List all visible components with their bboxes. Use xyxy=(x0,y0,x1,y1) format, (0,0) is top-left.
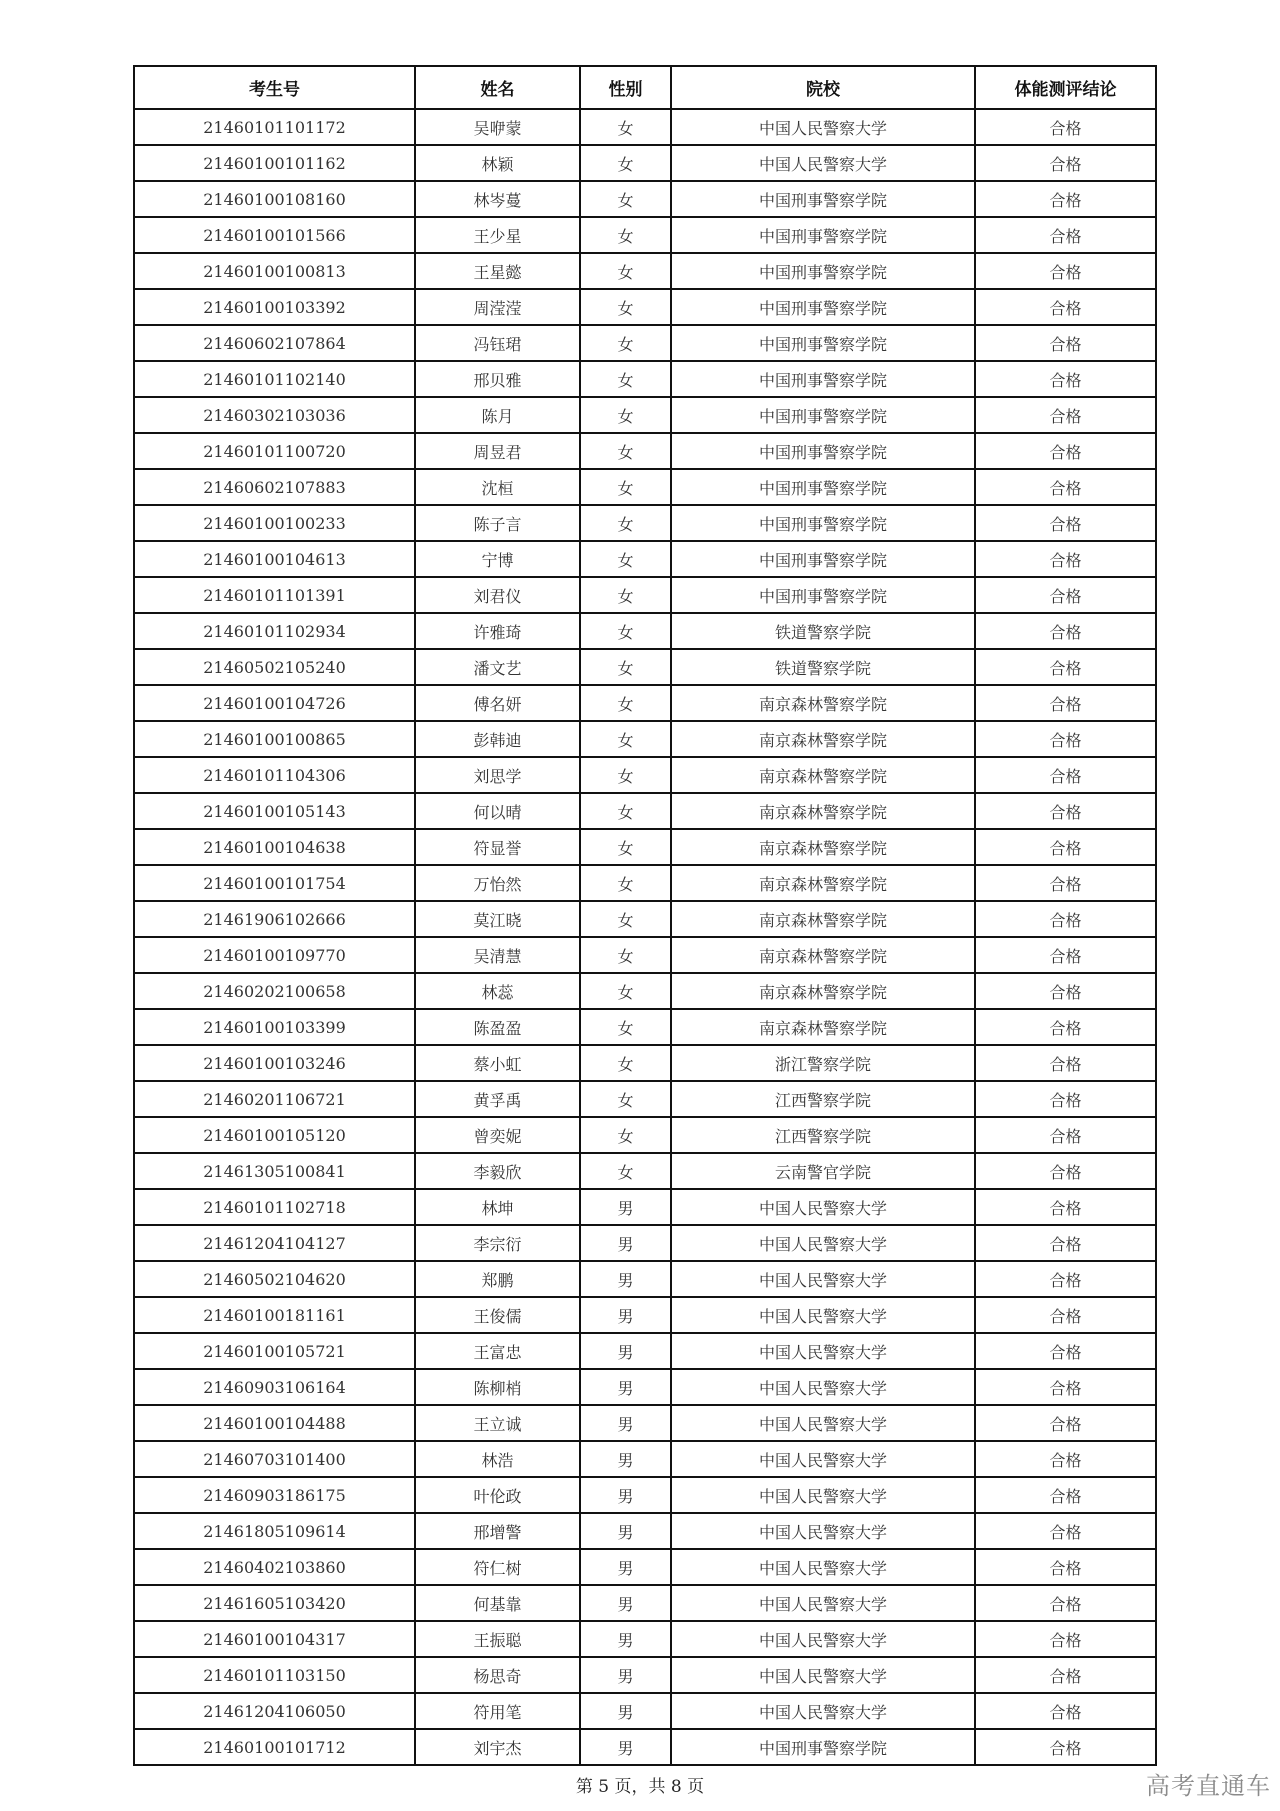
cell-exam-number: 21460100100813 xyxy=(134,253,415,289)
fitness-results-table xyxy=(133,65,1157,1766)
cell-name: 刘宇杰 xyxy=(415,1729,580,1765)
cell-school: 南京森林警察学院 xyxy=(671,865,975,901)
cell-name: 黄孚禹 xyxy=(415,1081,580,1117)
cell-fitness-result: 合格 xyxy=(975,541,1156,577)
cell-school: 中国刑事警察学院 xyxy=(671,289,975,325)
cell-gender: 男 xyxy=(580,1441,671,1477)
cell-name: 陈子言 xyxy=(415,505,580,541)
watermark: 高考直通车 xyxy=(1146,1772,1271,1800)
table-row xyxy=(134,505,1156,541)
cell-exam-number: 21460602107883 xyxy=(134,469,415,505)
header-gender: 性别 xyxy=(580,66,671,109)
cell-name: 莫江晓 xyxy=(415,901,580,937)
cell-school: 中国刑事警察学院 xyxy=(671,433,975,469)
cell-exam-number: 21460100101754 xyxy=(134,865,415,901)
cell-school: 南京森林警察学院 xyxy=(671,685,975,721)
cell-gender: 女 xyxy=(580,109,671,145)
cell-gender: 女 xyxy=(580,361,671,397)
cell-name: 蔡小虹 xyxy=(415,1045,580,1081)
cell-exam-number: 21460100105120 xyxy=(134,1117,415,1153)
table-row xyxy=(134,721,1156,757)
cell-school: 中国刑事警察学院 xyxy=(671,181,975,217)
cell-fitness-result: 合格 xyxy=(975,685,1156,721)
cell-gender: 女 xyxy=(580,1153,671,1189)
cell-name: 郑鹏 xyxy=(415,1261,580,1297)
cell-exam-number: 21460101101391 xyxy=(134,577,415,613)
cell-school: 江西警察学院 xyxy=(671,1081,975,1117)
table-row xyxy=(134,1009,1156,1045)
cell-name: 彭韩迪 xyxy=(415,721,580,757)
cell-school: 中国人民警察大学 xyxy=(671,1621,975,1657)
cell-exam-number: 21460100103399 xyxy=(134,1009,415,1045)
cell-exam-number: 21460101102718 xyxy=(134,1189,415,1225)
cell-school: 中国刑事警察学院 xyxy=(671,577,975,613)
cell-exam-number: 21461805109614 xyxy=(134,1513,415,1549)
cell-name: 陈盈盈 xyxy=(415,1009,580,1045)
cell-fitness-result: 合格 xyxy=(975,1621,1156,1657)
cell-gender: 女 xyxy=(580,289,671,325)
cell-fitness-result: 合格 xyxy=(975,1729,1156,1765)
cell-school: 中国人民警察大学 xyxy=(671,1369,975,1405)
cell-name: 林浩 xyxy=(415,1441,580,1477)
cell-name: 陈月 xyxy=(415,397,580,433)
header-name: 姓名 xyxy=(415,66,580,109)
table-row xyxy=(134,397,1156,433)
cell-exam-number: 21460100101162 xyxy=(134,145,415,181)
cell-fitness-result: 合格 xyxy=(975,253,1156,289)
cell-exam-number: 21461204106050 xyxy=(134,1693,415,1729)
cell-exam-number: 21460502105240 xyxy=(134,649,415,685)
cell-gender: 女 xyxy=(580,649,671,685)
cell-name: 傅名妍 xyxy=(415,685,580,721)
cell-fitness-result: 合格 xyxy=(975,1081,1156,1117)
cell-school: 中国人民警察大学 xyxy=(671,1657,975,1693)
table-row xyxy=(134,685,1156,721)
cell-fitness-result: 合格 xyxy=(975,1369,1156,1405)
cell-exam-number: 21460100100865 xyxy=(134,721,415,757)
cell-school: 中国刑事警察学院 xyxy=(671,361,975,397)
table-row xyxy=(134,217,1156,253)
cell-gender: 男 xyxy=(580,1297,671,1333)
cell-name: 林坤 xyxy=(415,1189,580,1225)
cell-gender: 女 xyxy=(580,469,671,505)
cell-gender: 女 xyxy=(580,685,671,721)
table-row xyxy=(134,1333,1156,1369)
table-row xyxy=(134,1405,1156,1441)
cell-school: 江西警察学院 xyxy=(671,1117,975,1153)
cell-school: 云南警官学院 xyxy=(671,1153,975,1189)
cell-fitness-result: 合格 xyxy=(975,1657,1156,1693)
cell-exam-number: 21461906102666 xyxy=(134,901,415,937)
cell-exam-number: 21461305100841 xyxy=(134,1153,415,1189)
cell-fitness-result: 合格 xyxy=(975,649,1156,685)
cell-school: 中国刑事警察学院 xyxy=(671,217,975,253)
cell-gender: 女 xyxy=(580,541,671,577)
cell-name: 邢增警 xyxy=(415,1513,580,1549)
cell-name: 何基靠 xyxy=(415,1585,580,1621)
cell-gender: 女 xyxy=(580,613,671,649)
cell-exam-number: 21460402103860 xyxy=(134,1549,415,1585)
cell-gender: 女 xyxy=(580,397,671,433)
cell-fitness-result: 合格 xyxy=(975,1441,1156,1477)
table-row xyxy=(134,757,1156,793)
cell-name: 杨思奇 xyxy=(415,1657,580,1693)
cell-fitness-result: 合格 xyxy=(975,1693,1156,1729)
table-row xyxy=(134,1369,1156,1405)
cell-school: 南京森林警察学院 xyxy=(671,793,975,829)
cell-school: 中国人民警察大学 xyxy=(671,1225,975,1261)
cell-gender: 男 xyxy=(580,1657,671,1693)
cell-name: 周滢滢 xyxy=(415,289,580,325)
table-row xyxy=(134,145,1156,181)
cell-fitness-result: 合格 xyxy=(975,433,1156,469)
cell-fitness-result: 合格 xyxy=(975,829,1156,865)
cell-fitness-result: 合格 xyxy=(975,793,1156,829)
table-row xyxy=(134,181,1156,217)
cell-name: 王振聪 xyxy=(415,1621,580,1657)
cell-fitness-result: 合格 xyxy=(975,145,1156,181)
cell-school: 中国人民警察大学 xyxy=(671,109,975,145)
cell-exam-number: 21460100100233 xyxy=(134,505,415,541)
cell-fitness-result: 合格 xyxy=(975,1477,1156,1513)
cell-gender: 女 xyxy=(580,793,671,829)
header-fitness-result: 体能测评结论 xyxy=(975,66,1156,109)
cell-gender: 女 xyxy=(580,901,671,937)
cell-exam-number: 21460101100720 xyxy=(134,433,415,469)
cell-exam-number: 21460602107864 xyxy=(134,325,415,361)
table-row xyxy=(134,109,1156,145)
cell-name: 万怡然 xyxy=(415,865,580,901)
table-row xyxy=(134,289,1156,325)
cell-name: 林颖 xyxy=(415,145,580,181)
cell-exam-number: 21460101102934 xyxy=(134,613,415,649)
cell-name: 冯钰珺 xyxy=(415,325,580,361)
cell-gender: 男 xyxy=(580,1189,671,1225)
cell-fitness-result: 合格 xyxy=(975,577,1156,613)
cell-school: 南京森林警察学院 xyxy=(671,757,975,793)
table-row xyxy=(134,1189,1156,1225)
cell-exam-number: 21460100103246 xyxy=(134,1045,415,1081)
cell-name: 王少星 xyxy=(415,217,580,253)
cell-fitness-result: 合格 xyxy=(975,181,1156,217)
cell-school: 南京森林警察学院 xyxy=(671,973,975,1009)
cell-school: 中国人民警察大学 xyxy=(671,1261,975,1297)
cell-gender: 女 xyxy=(580,433,671,469)
cell-fitness-result: 合格 xyxy=(975,721,1156,757)
table-row xyxy=(134,1657,1156,1693)
cell-fitness-result: 合格 xyxy=(975,109,1156,145)
table-row xyxy=(134,1441,1156,1477)
cell-gender: 女 xyxy=(580,505,671,541)
table-row xyxy=(134,325,1156,361)
cell-school: 中国人民警察大学 xyxy=(671,1189,975,1225)
cell-name: 刘君仪 xyxy=(415,577,580,613)
cell-name: 王立诚 xyxy=(415,1405,580,1441)
cell-gender: 女 xyxy=(580,1009,671,1045)
cell-name: 刘思学 xyxy=(415,757,580,793)
cell-name: 林蕊 xyxy=(415,973,580,1009)
cell-name: 叶伦政 xyxy=(415,1477,580,1513)
cell-gender: 女 xyxy=(580,181,671,217)
table-row xyxy=(134,1081,1156,1117)
table-row xyxy=(134,613,1156,649)
cell-fitness-result: 合格 xyxy=(975,1513,1156,1549)
cell-gender: 男 xyxy=(580,1333,671,1369)
cell-exam-number: 21461204104127 xyxy=(134,1225,415,1261)
cell-fitness-result: 合格 xyxy=(975,613,1156,649)
cell-exam-number: 21460703101400 xyxy=(134,1441,415,1477)
cell-school: 铁道警察学院 xyxy=(671,613,975,649)
cell-exam-number: 21460100104638 xyxy=(134,829,415,865)
cell-school: 中国人民警察大学 xyxy=(671,1405,975,1441)
table-row xyxy=(134,937,1156,973)
table-body xyxy=(134,109,1156,1765)
cell-exam-number: 21460100109770 xyxy=(134,937,415,973)
cell-exam-number: 21461605103420 xyxy=(134,1585,415,1621)
cell-school: 南京森林警察学院 xyxy=(671,1009,975,1045)
cell-gender: 女 xyxy=(580,721,671,757)
cell-gender: 女 xyxy=(580,1081,671,1117)
cell-gender: 男 xyxy=(580,1225,671,1261)
cell-school: 南京森林警察学院 xyxy=(671,937,975,973)
table-row xyxy=(134,1153,1156,1189)
cell-exam-number: 21460100104317 xyxy=(134,1621,415,1657)
cell-fitness-result: 合格 xyxy=(975,937,1156,973)
cell-gender: 女 xyxy=(580,145,671,181)
table-row xyxy=(134,1477,1156,1513)
page-number: 第 5 页，共 8 页 xyxy=(575,1777,705,1797)
cell-gender: 女 xyxy=(580,937,671,973)
cell-fitness-result: 合格 xyxy=(975,505,1156,541)
cell-exam-number: 21460302103036 xyxy=(134,397,415,433)
cell-fitness-result: 合格 xyxy=(975,217,1156,253)
cell-name: 符用笔 xyxy=(415,1693,580,1729)
cell-school: 中国人民警察大学 xyxy=(671,1333,975,1369)
table-row xyxy=(134,1261,1156,1297)
table-row xyxy=(134,1513,1156,1549)
cell-gender: 女 xyxy=(580,829,671,865)
cell-fitness-result: 合格 xyxy=(975,1189,1156,1225)
cell-school: 南京森林警察学院 xyxy=(671,721,975,757)
cell-name: 陈柳梢 xyxy=(415,1369,580,1405)
table-row xyxy=(134,1585,1156,1621)
header-exam-number: 考生号 xyxy=(134,66,415,109)
cell-school: 南京森林警察学院 xyxy=(671,829,975,865)
cell-name: 王星懿 xyxy=(415,253,580,289)
cell-name: 潘文艺 xyxy=(415,649,580,685)
table-row xyxy=(134,541,1156,577)
cell-fitness-result: 合格 xyxy=(975,289,1156,325)
cell-exam-number: 21460100101712 xyxy=(134,1729,415,1765)
table-row xyxy=(134,793,1156,829)
cell-exam-number: 21460100105721 xyxy=(134,1333,415,1369)
cell-gender: 女 xyxy=(580,325,671,361)
cell-exam-number: 21460100181161 xyxy=(134,1297,415,1333)
table-row xyxy=(134,577,1156,613)
cell-gender: 女 xyxy=(580,217,671,253)
cell-exam-number: 21460201106721 xyxy=(134,1081,415,1117)
cell-name: 周昱君 xyxy=(415,433,580,469)
cell-school: 中国刑事警察学院 xyxy=(671,505,975,541)
cell-school: 南京森林警察学院 xyxy=(671,901,975,937)
cell-gender: 男 xyxy=(580,1585,671,1621)
cell-school: 中国人民警察大学 xyxy=(671,1477,975,1513)
cell-school: 中国刑事警察学院 xyxy=(671,253,975,289)
cell-school: 中国人民警察大学 xyxy=(671,1297,975,1333)
cell-exam-number: 21460903106164 xyxy=(134,1369,415,1405)
cell-name: 曾奕妮 xyxy=(415,1117,580,1153)
cell-school: 中国人民警察大学 xyxy=(671,145,975,181)
cell-name: 符显誉 xyxy=(415,829,580,865)
cell-fitness-result: 合格 xyxy=(975,901,1156,937)
cell-exam-number: 21460100104488 xyxy=(134,1405,415,1441)
cell-gender: 男 xyxy=(580,1261,671,1297)
cell-name: 何以晴 xyxy=(415,793,580,829)
table-row xyxy=(134,253,1156,289)
cell-gender: 男 xyxy=(580,1405,671,1441)
cell-school: 中国人民警察大学 xyxy=(671,1585,975,1621)
cell-exam-number: 21460100103392 xyxy=(134,289,415,325)
cell-gender: 男 xyxy=(580,1477,671,1513)
cell-fitness-result: 合格 xyxy=(975,973,1156,1009)
table-row xyxy=(134,865,1156,901)
cell-fitness-result: 合格 xyxy=(975,1585,1156,1621)
cell-exam-number: 21460100104613 xyxy=(134,541,415,577)
cell-school: 中国人民警察大学 xyxy=(671,1549,975,1585)
cell-gender: 女 xyxy=(580,1117,671,1153)
cell-name: 王俊儒 xyxy=(415,1297,580,1333)
cell-fitness-result: 合格 xyxy=(975,1333,1156,1369)
cell-exam-number: 21460202100658 xyxy=(134,973,415,1009)
cell-school: 中国人民警察大学 xyxy=(671,1693,975,1729)
table-row xyxy=(134,361,1156,397)
cell-fitness-result: 合格 xyxy=(975,1117,1156,1153)
cell-school: 中国刑事警察学院 xyxy=(671,1729,975,1765)
cell-name: 林岑蔓 xyxy=(415,181,580,217)
cell-exam-number: 21460101102140 xyxy=(134,361,415,397)
table-row xyxy=(134,433,1156,469)
cell-exam-number: 21460101101172 xyxy=(134,109,415,145)
cell-fitness-result: 合格 xyxy=(975,1261,1156,1297)
cell-name: 许雅琦 xyxy=(415,613,580,649)
cell-name: 李毅欣 xyxy=(415,1153,580,1189)
cell-name: 王富忠 xyxy=(415,1333,580,1369)
cell-fitness-result: 合格 xyxy=(975,325,1156,361)
table-row xyxy=(134,1621,1156,1657)
cell-school: 中国刑事警察学院 xyxy=(671,469,975,505)
cell-school: 中国刑事警察学院 xyxy=(671,325,975,361)
cell-fitness-result: 合格 xyxy=(975,1405,1156,1441)
cell-school: 铁道警察学院 xyxy=(671,649,975,685)
cell-fitness-result: 合格 xyxy=(975,865,1156,901)
cell-gender: 男 xyxy=(580,1693,671,1729)
cell-fitness-result: 合格 xyxy=(975,1297,1156,1333)
results-sheet xyxy=(133,65,1155,1766)
cell-name: 符仁树 xyxy=(415,1549,580,1585)
cell-fitness-result: 合格 xyxy=(975,1225,1156,1261)
cell-fitness-result: 合格 xyxy=(975,1153,1156,1189)
cell-gender: 女 xyxy=(580,1045,671,1081)
cell-fitness-result: 合格 xyxy=(975,1045,1156,1081)
table-row xyxy=(134,649,1156,685)
cell-exam-number: 21460101103150 xyxy=(134,1657,415,1693)
cell-fitness-result: 合格 xyxy=(975,757,1156,793)
cell-gender: 女 xyxy=(580,973,671,1009)
cell-school: 中国人民警察大学 xyxy=(671,1513,975,1549)
cell-exam-number: 21460903186175 xyxy=(134,1477,415,1513)
cell-exam-number: 21460101104306 xyxy=(134,757,415,793)
cell-name: 沈桓 xyxy=(415,469,580,505)
table-row xyxy=(134,1693,1156,1729)
cell-school: 浙江警察学院 xyxy=(671,1045,975,1081)
table-row xyxy=(134,829,1156,865)
cell-exam-number: 21460100101566 xyxy=(134,217,415,253)
cell-name: 邢贝雅 xyxy=(415,361,580,397)
cell-fitness-result: 合格 xyxy=(975,361,1156,397)
cell-name: 李宗衍 xyxy=(415,1225,580,1261)
cell-gender: 男 xyxy=(580,1369,671,1405)
cell-gender: 男 xyxy=(580,1621,671,1657)
cell-exam-number: 21460100105143 xyxy=(134,793,415,829)
cell-gender: 男 xyxy=(580,1513,671,1549)
cell-fitness-result: 合格 xyxy=(975,1009,1156,1045)
cell-school: 中国刑事警察学院 xyxy=(671,397,975,433)
cell-fitness-result: 合格 xyxy=(975,1549,1156,1585)
cell-fitness-result: 合格 xyxy=(975,469,1156,505)
cell-exam-number: 21460100108160 xyxy=(134,181,415,217)
table-row xyxy=(134,1549,1156,1585)
table-row xyxy=(134,469,1156,505)
cell-name: 吴清慧 xyxy=(415,937,580,973)
table-row xyxy=(134,901,1156,937)
cell-exam-number: 21460502104620 xyxy=(134,1261,415,1297)
table-row xyxy=(134,1297,1156,1333)
cell-fitness-result: 合格 xyxy=(975,397,1156,433)
cell-gender: 女 xyxy=(580,865,671,901)
cell-name: 宁博 xyxy=(415,541,580,577)
cell-gender: 女 xyxy=(580,577,671,613)
table-header-row xyxy=(134,66,1156,109)
cell-school: 中国刑事警察学院 xyxy=(671,541,975,577)
cell-school: 中国人民警察大学 xyxy=(671,1441,975,1477)
cell-exam-number: 21460100104726 xyxy=(134,685,415,721)
header-school: 院校 xyxy=(671,66,975,109)
cell-gender: 男 xyxy=(580,1729,671,1765)
cell-name: 吴咿蒙 xyxy=(415,109,580,145)
table-row xyxy=(134,1225,1156,1261)
cell-gender: 女 xyxy=(580,757,671,793)
table-row xyxy=(134,1729,1156,1765)
table-row xyxy=(134,973,1156,1009)
table-row xyxy=(134,1117,1156,1153)
table-row xyxy=(134,1045,1156,1081)
cell-gender: 男 xyxy=(580,1549,671,1585)
cell-gender: 女 xyxy=(580,253,671,289)
